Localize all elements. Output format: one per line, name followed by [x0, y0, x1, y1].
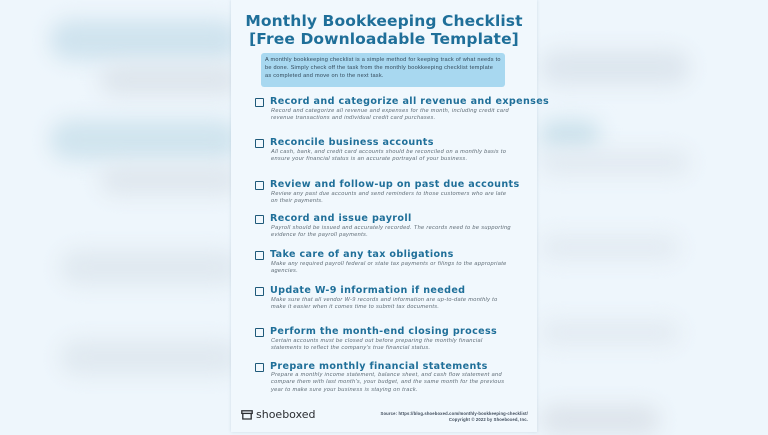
- item-title: Review and follow-up on past due accounts: [270, 179, 520, 190]
- background-blur: [540, 120, 600, 150]
- source-credit: [381, 411, 529, 422]
- checkbox[interactable]: [255, 363, 264, 372]
- logo-text: shoeboxed: [256, 408, 316, 421]
- checkbox[interactable]: [255, 139, 264, 148]
- item-title: Prepare monthly financial statements: [270, 361, 488, 372]
- item-title: Perform the month-end closing process: [270, 326, 498, 337]
- background-blur: [540, 235, 680, 260]
- checkbox[interactable]: [255, 251, 264, 260]
- page-title: [231, 12, 537, 48]
- background-blur: [540, 405, 660, 435]
- checkbox[interactable]: [255, 181, 264, 190]
- title-line-1: Monthly Bookkeeping Checklist: [245, 12, 523, 30]
- source-url: Source: https://blog.shoeboxed.com/monthly-bookkeeping-checklist/: [380, 411, 528, 416]
- item-description: Review any past due accounts and send reminders to those customers who are late on their payments.: [271, 191, 507, 205]
- background-blur: [50, 120, 240, 160]
- copyright: Copyright © 2022 by Shoeboxed, Inc.: [448, 416, 528, 422]
- background-blur: [100, 65, 240, 95]
- item-title: Take care of any tax obligations: [270, 249, 454, 260]
- background-blur: [60, 250, 240, 285]
- background-blur: [60, 340, 240, 375]
- item-description: Prepare a monthly income statement, balance sheet, and cash flow statement and compare them with last month's, your budget, and the same month for the previous year to make sure your business is staying on track.: [271, 372, 505, 393]
- checklist-page: [231, 0, 550, 432]
- item-title: Update W-9 information if needed: [270, 285, 466, 296]
- item-title: Record and issue payroll: [270, 213, 412, 224]
- item-title: Record and categorize all revenue and expenses: [270, 96, 550, 107]
- title-line-2: [Free Downloadable Template]: [249, 30, 519, 48]
- background-blur: [540, 320, 680, 345]
- checkbox[interactable]: [255, 328, 264, 337]
- item-description: Payroll should be issued and accurately recorded. The records need to be supporting evidence for the payroll payments.: [271, 225, 511, 239]
- checkbox[interactable]: [255, 98, 264, 107]
- background-blur: [100, 165, 240, 195]
- box-icon: [241, 410, 253, 420]
- item-description: All cash, bank, and credit card accounts should be reconciled on a monthly basis to ensure your financial status is an accurate portrayal of your business.: [271, 149, 507, 163]
- background-blur: [540, 150, 690, 175]
- shoeboxed-logo: [241, 408, 316, 421]
- item-description: Certain accounts must be closed out before preparing the monthly financial statements to reflect the company's true financial status.: [271, 338, 483, 352]
- item-title: Reconcile business accounts: [270, 137, 434, 148]
- intro-box: A monthly bookkeeping checklist is a simple method for keeping track of what needs to be done. Simply check off the task from the monthly bookkeeping checklist template as completed and move on to the next task.: [261, 53, 505, 87]
- item-description: Make sure that all vendor W-9 records and information are up-to-date monthly to make it easier when it comes time to submit tax documents.: [271, 297, 498, 311]
- checkbox[interactable]: [255, 287, 264, 296]
- background-blur: [540, 50, 690, 85]
- background-blur: [50, 20, 240, 60]
- item-description: Make any required payroll federal or state tax payments or filings to the appropriate agencies.: [271, 261, 507, 275]
- checkbox[interactable]: [255, 215, 264, 224]
- item-description: Record and categorize all revenue and expenses for the month, including credit card revenue transactions and individual credit card purchases.: [271, 108, 510, 122]
